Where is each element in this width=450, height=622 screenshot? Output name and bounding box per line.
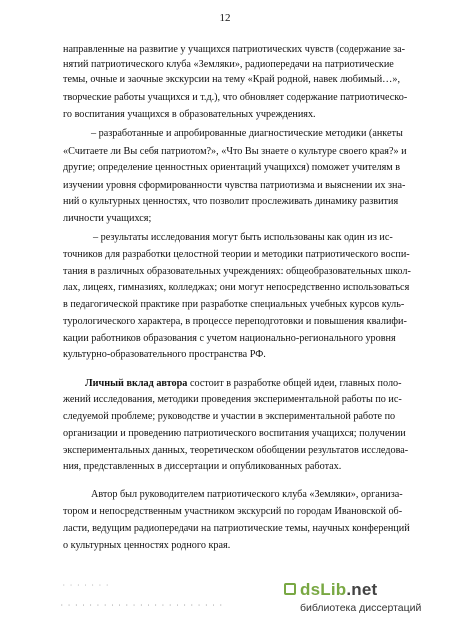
line-text: другие; определение ценностных ориентаций учащихся) поможет учителям в xyxy=(63,162,401,173)
line-text: турологического характера, в процессе переподготовки и повышения квалифи- xyxy=(63,316,407,327)
text-line xyxy=(63,162,433,174)
line-text: творческие работы учащихся и т.д.), что обновляет содержание патриотическо- xyxy=(63,92,408,103)
dslib-logo-icon xyxy=(284,583,296,595)
text-line xyxy=(63,282,433,294)
line-text: темы, очные и заочные экскурсии на тему «Край родной, навек любимый…», xyxy=(63,74,400,85)
line-text: организации и проведению патриотического воспитания учащихся; получении xyxy=(63,428,406,439)
line-text: ний о культурных ценностях, что позволит прослеживать динамику развития xyxy=(63,196,399,207)
text-line xyxy=(63,394,433,406)
line-text: – результаты исследования могут быть использованы как один из ис- xyxy=(93,232,393,243)
line-text: кации работников образования с учетом национально-регионального уровня xyxy=(63,333,396,344)
line-text: ния, представленных в диссертации и опубликованных работах. xyxy=(63,461,342,472)
line-text: в педагогической практике при разработке специальных учебных курсов куль- xyxy=(63,299,405,310)
line-text: личности учащихся; xyxy=(63,213,152,224)
line-text: направленные на развитие у учащихся патриотических чувств (содержание за- xyxy=(63,44,406,55)
logo-tld-text: .net xyxy=(346,580,378,599)
line-text: жений исследования, методики проведения экспериментальной работы по ис- xyxy=(63,394,402,405)
text-line xyxy=(63,299,433,311)
line-text: тания в различных образовательных учреждениях: общеобразовательных школ- xyxy=(63,266,411,277)
line-text: экспериментальных данных, теоретическом обобщении результатов исследова- xyxy=(63,445,409,456)
text-line xyxy=(63,213,433,225)
text-line xyxy=(63,249,433,261)
text-line xyxy=(63,92,433,104)
text-line xyxy=(63,523,433,535)
text-line xyxy=(63,180,433,192)
line-text: лах, лицеях, гимназиях, колледжах; они могут непосредственно использоваться xyxy=(63,282,410,293)
line-text: культурно-образовательного пространства РФ. xyxy=(63,349,266,360)
logo-main-text: dsLib xyxy=(300,580,347,599)
line-text: точников для разработки целостной теории и методики патриотического воспи- xyxy=(63,249,410,260)
text-line xyxy=(63,411,433,423)
line-text: ласти, ведущим радиопередачи на патриотические темы, научных конференций xyxy=(63,523,410,534)
text-line xyxy=(63,428,433,440)
text-line xyxy=(63,349,433,361)
text-line xyxy=(63,109,433,121)
text-line xyxy=(63,316,433,328)
line-text: следуемой проблеме; руководстве и участии в экспериментальной работе по xyxy=(63,411,396,422)
text-line xyxy=(85,378,433,390)
text-line xyxy=(63,44,433,56)
line-text: го воспитания учащихся в образовательных учреждениях. xyxy=(63,109,316,120)
text-line xyxy=(63,74,433,86)
text-line xyxy=(91,489,433,501)
line-text: Автор был руководителем патриотического клуба «Земляки», организа- xyxy=(91,489,403,500)
line-text: – разработанные и апробированные диагностические методики (анкеты xyxy=(91,128,403,139)
text-line xyxy=(63,266,433,278)
page-number: 12 xyxy=(219,12,231,24)
text-line xyxy=(63,540,433,552)
text-line xyxy=(63,506,433,518)
text-line xyxy=(91,128,433,140)
dslib-subtitle: библиотека диссертаций xyxy=(300,602,422,614)
line-text: состоит в разработке общей идеи, главных поло- xyxy=(187,378,402,389)
line-text: «Считаете ли Вы себя патриотом?», «Что Вы знаете о культуре своего края?» и xyxy=(63,146,407,157)
text-line xyxy=(63,146,433,158)
text-line xyxy=(63,333,433,345)
text-line xyxy=(63,196,433,208)
line-text: тором и непосредственным участником экскурсий по городам Ивановской об- xyxy=(63,506,403,517)
text-line xyxy=(63,461,433,473)
scan-artifact-text: · · · · · · · xyxy=(62,582,109,589)
bold-lead: Личный вклад автора xyxy=(85,378,188,389)
line-text: о культурных ценностях родного края. xyxy=(63,540,231,551)
scan-footer-artifact: · · · · · · · · · · · · · · · · · · · · · · · xyxy=(60,602,223,609)
dslib-watermark[interactable] xyxy=(300,578,445,618)
line-text: изучении уровня сформированности чувства патриотизма и выяснении их зна- xyxy=(63,180,406,191)
text-line xyxy=(93,232,433,244)
text-line xyxy=(63,445,433,457)
dslib-logo xyxy=(300,580,377,600)
line-text: нятий патриотического клуба «Земляки», радиопередачи на патриотические xyxy=(63,59,394,70)
text-line xyxy=(63,59,433,71)
